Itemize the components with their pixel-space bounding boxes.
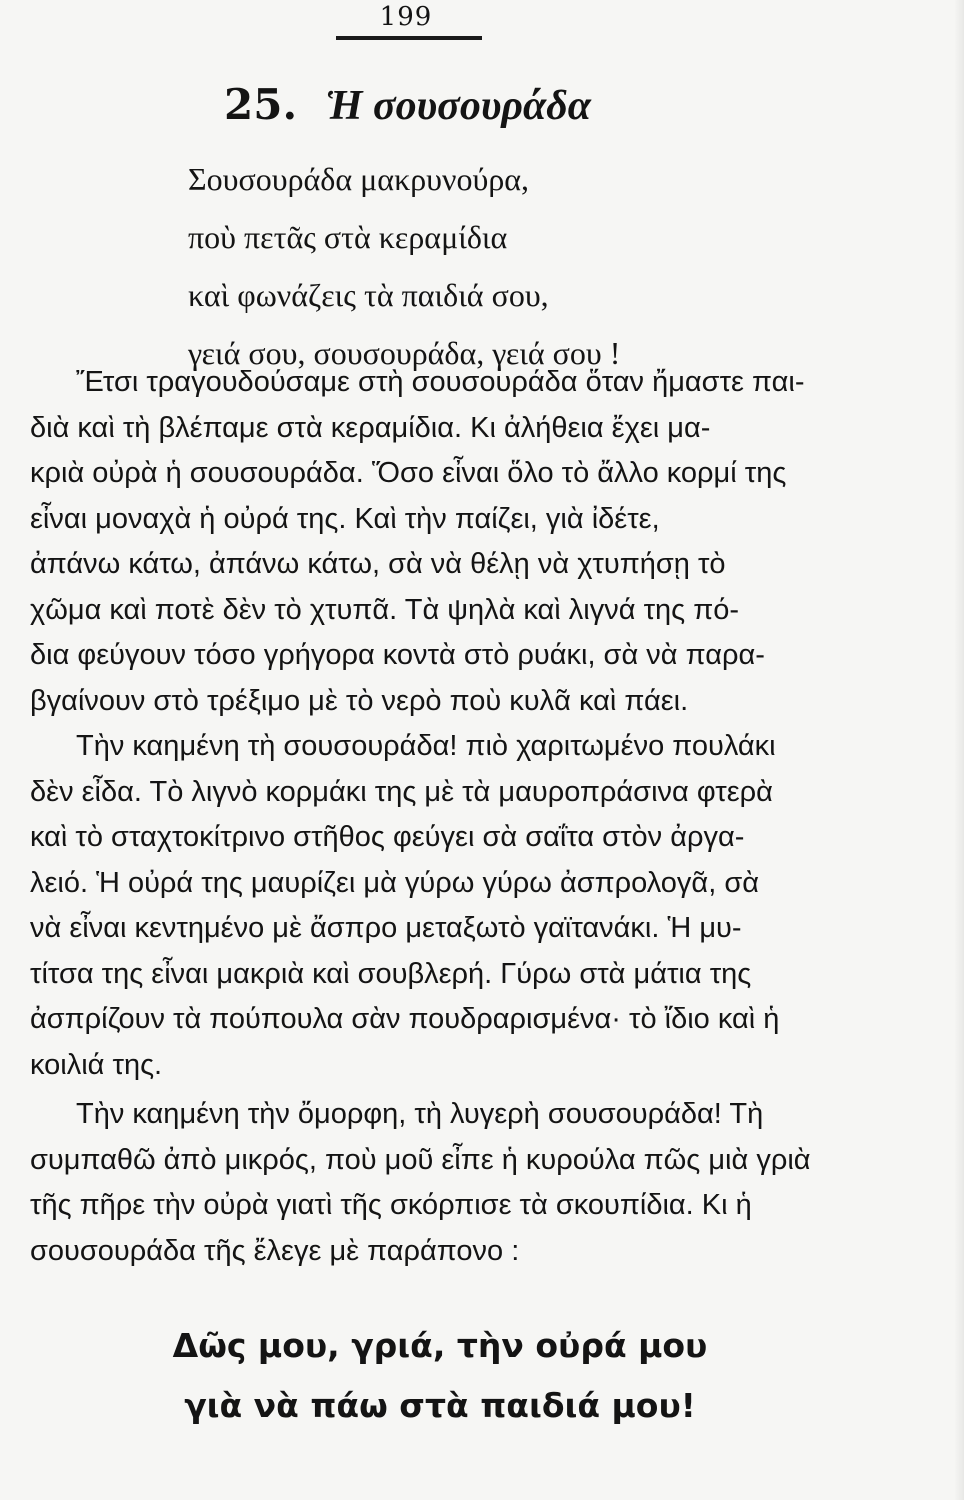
paragraph-1 xyxy=(30,360,870,724)
header-rule xyxy=(336,36,482,40)
verse-line: γειά σου, σουσουράδα, γειά σου ! xyxy=(188,335,621,371)
text-line: κριὰ οὐρὰ ἡ σουσουράδα. Ὅσο εἶναι ὅλο τὸ ἄλλο κορμί της xyxy=(30,457,787,489)
paragraph-3 xyxy=(30,1092,870,1274)
couplet-line: Δῶς μου, γριά, τὴν οὐρά μου xyxy=(172,1326,708,1365)
text-line: βγαίνουν στὸ τρέξιμο μὲ τὸ νερὸ ποὺ κυλᾶ καὶ πάει. xyxy=(30,684,689,717)
text-line: ἀσπρίζουν τὰ πούπουλα σὰν πουδραρισμένα· τὸ ἴδιο καὶ ἡ xyxy=(30,1003,780,1035)
text-line: δὲν εἶδα. Τὸ λιγνὸ κορμάκι της μὲ τὰ μαυροπράσινα φτερὰ xyxy=(30,775,773,808)
text-line: Τὴν καημένη τὴ σουσουράδα! πιὸ χαριτωμένο πουλάκι xyxy=(76,730,776,762)
page-number: 199 xyxy=(379,2,433,32)
text-line: καὶ τὸ σταχτοκίτρινο στῆθος φεύγει σὰ σαΐτα στὸν ἀργα- xyxy=(30,821,745,853)
verse-line: ποὺ πετᾶς στὰ κεραμίδια xyxy=(188,219,508,255)
text-line: Ἔτσι τραγουδούσαμε στὴ σουσουράδα ὅταν ἤμαστε παι- xyxy=(76,366,805,398)
text-line: τίτσα της εἶναι μακριὰ καὶ σουβλερή. Γύρω στὰ μάτια της xyxy=(30,957,752,990)
text-line: κοιλιά της. xyxy=(30,1048,163,1081)
text-line: συμπαθῶ ἀπὸ μικρός, ποὺ μοῦ εἶπε ἡ κυρούλα πῶς μιὰ γριὰ xyxy=(30,1143,811,1176)
chapter-number: 25. xyxy=(224,80,298,129)
text-line: λειό. Ἡ οὐρά της μαυρίζει μὰ γύρω γύρω ἀσπρολογᾶ, σὰ xyxy=(30,866,759,899)
paragraph-2 xyxy=(30,724,870,1088)
text-line: νὰ εἶναι κεντημένο μὲ ἄσπρο μεταξωτὸ γαϊτανάκι. Ἡ μυ- xyxy=(30,912,742,944)
verse-line: Σουσουράδα μακρυνούρα, xyxy=(188,161,530,197)
chapter-heading xyxy=(224,80,591,130)
verse-stanza xyxy=(188,150,620,382)
text-line: δια φεύγουν τόσο γρήγορα κοντὰ στὸ ρυάκι, σὰ νὰ παρα- xyxy=(30,639,765,671)
chapter-title: Ἡ σουσουράδα xyxy=(325,83,592,129)
verse-line: καὶ φωνάζεις τὰ παιδιά σου, xyxy=(188,277,549,313)
couplet-line: γιὰ νὰ πάω στὰ παιδιά μου! xyxy=(184,1386,696,1425)
text-line: σουσουράδα τῆς ἔλεγε μὲ παράπονο : xyxy=(30,1234,520,1267)
text-line: τῆς πῆρε τὴν οὐρὰ γιατὶ τῆς σκόρπισε τὰ σκουπίδια. Κι ἡ xyxy=(30,1189,752,1221)
closing-couplet xyxy=(0,1316,880,1436)
text-line: ἀπάνω κάτω, ἀπάνω κάτω, σὰ νὰ θέλῃ νὰ χτυπήσῃ τὸ xyxy=(30,548,726,580)
page-edge-shadow xyxy=(954,0,964,1500)
text-line: Τὴν καημένη τὴν ὄμορφη, τὴ λυγερὴ σουσουράδα! Τὴ xyxy=(76,1098,764,1130)
text-line: διὰ καὶ τὴ βλέπαμε στὰ κεραμίδια. Κι ἀλήθεια ἔχει μα- xyxy=(30,411,711,444)
text-line: εἶναι μοναχὰ ἡ οὐρά της. Καὶ τὴν παίζει, γιὰ ἰδέτε, xyxy=(30,502,660,535)
text-line: χῶμα καὶ ποτὲ δὲν τὸ χτυπᾶ. Τὰ ψηλὰ καὶ λιγνά της πό- xyxy=(30,593,739,626)
